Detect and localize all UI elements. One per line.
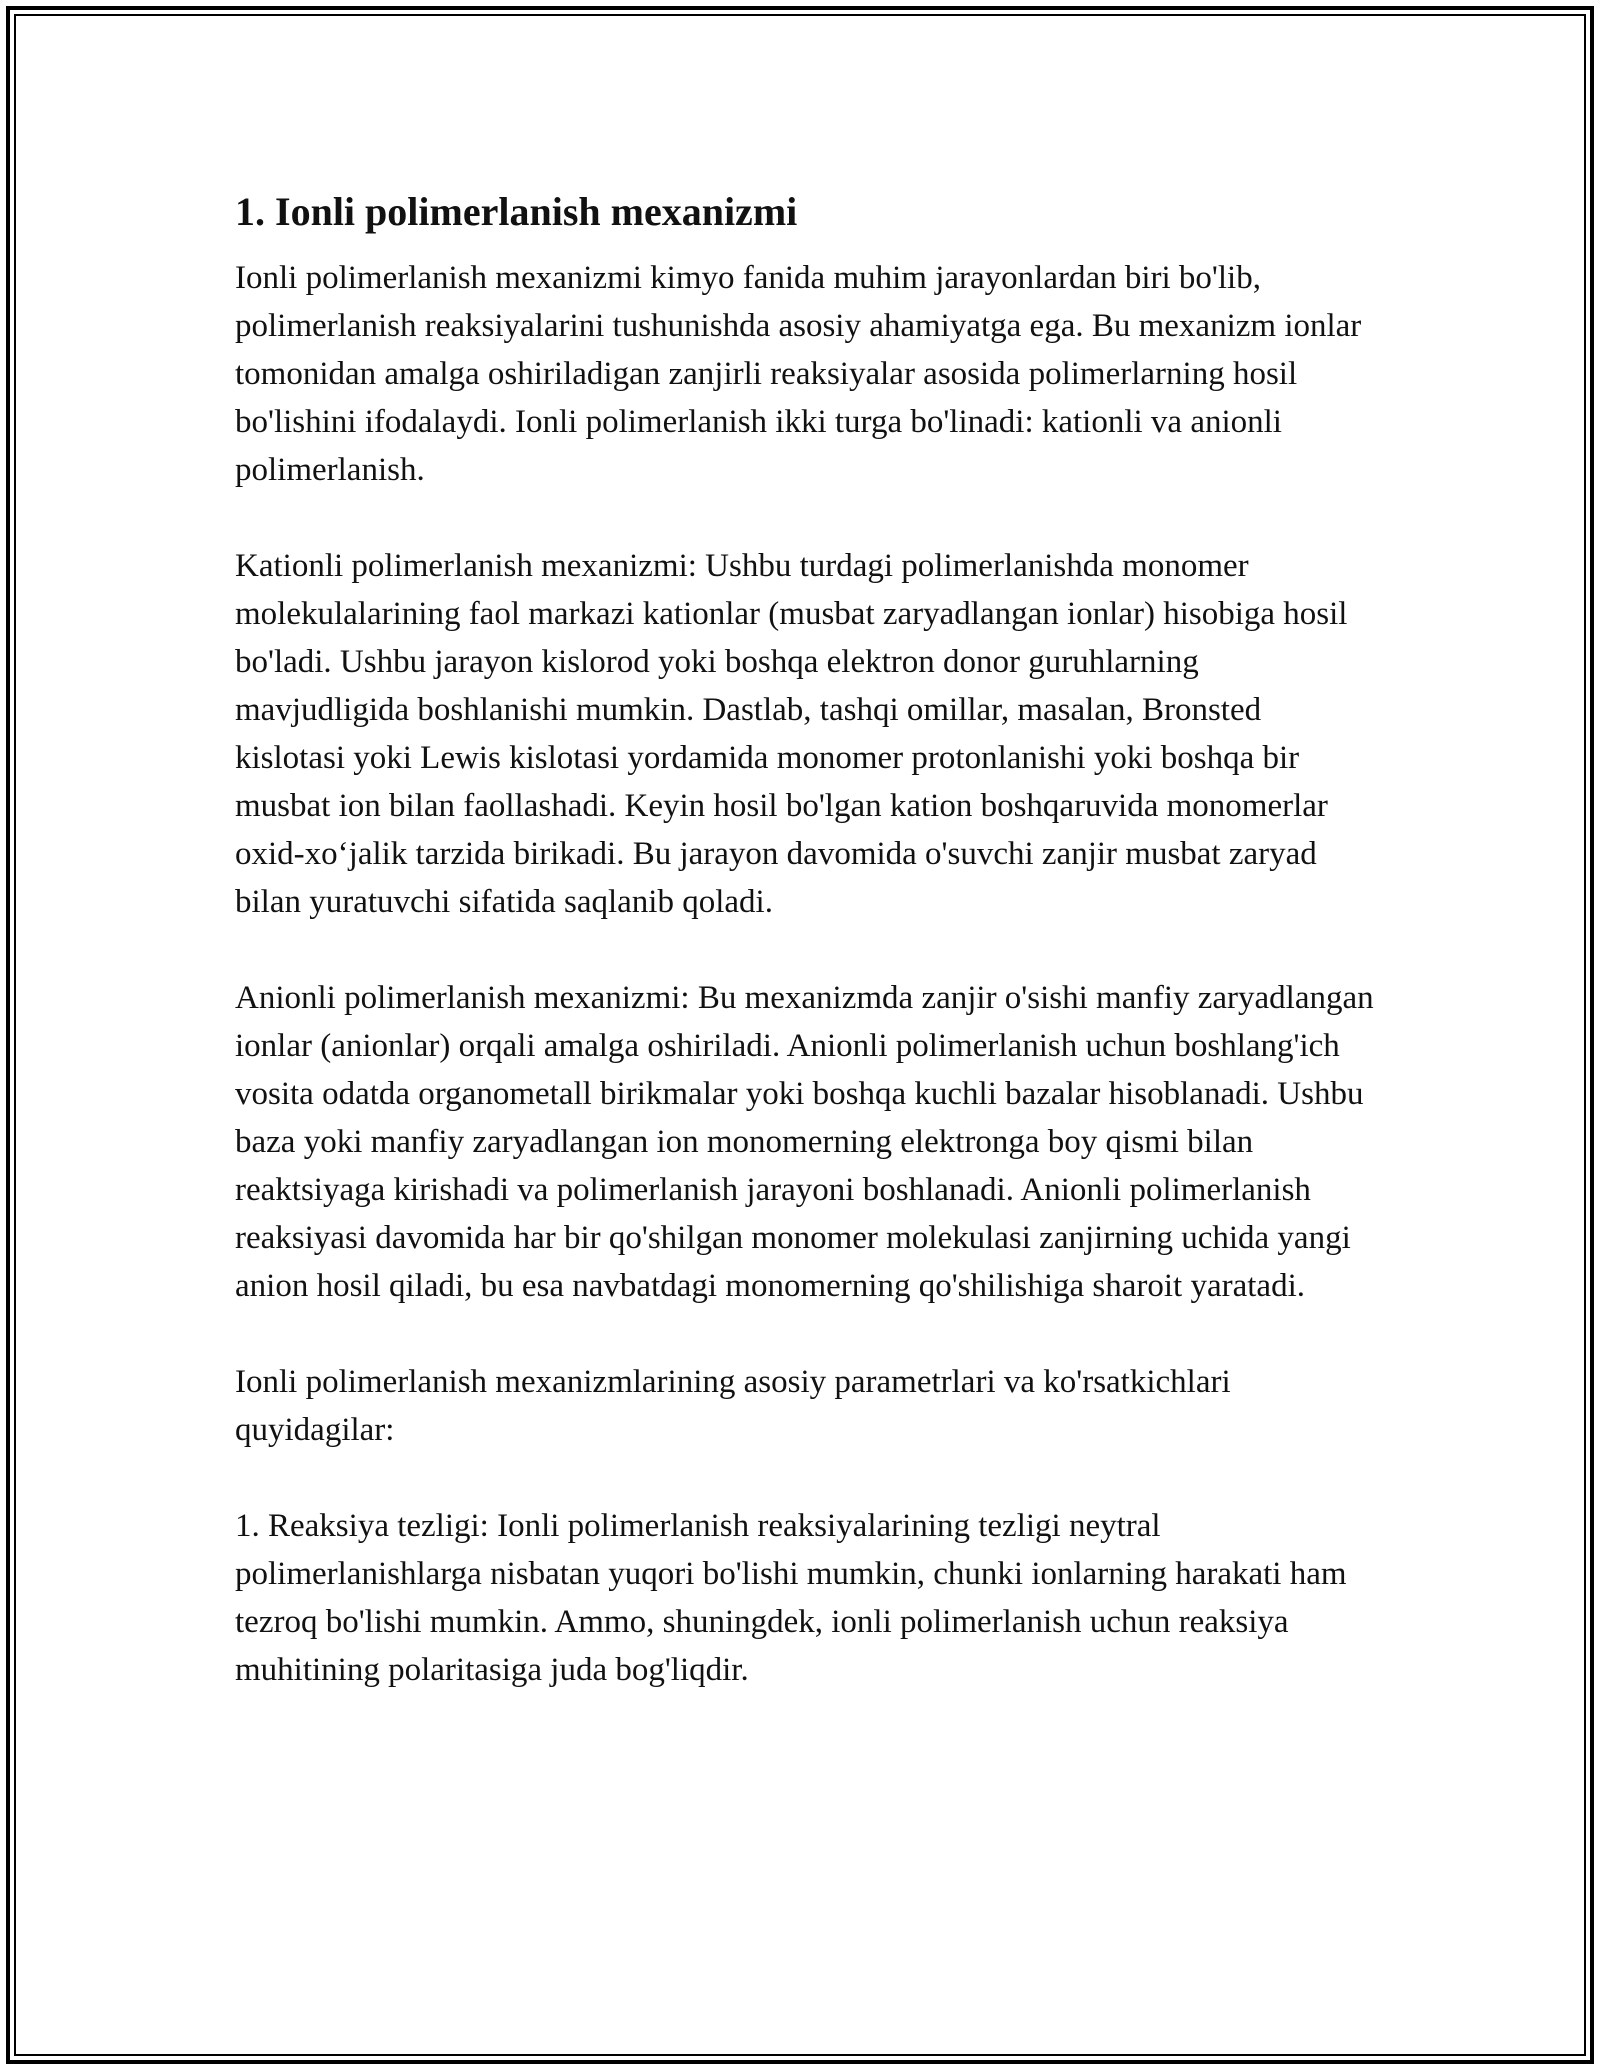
paragraph-anionic: Anionli polimerlanish mexanizmi: Bu mexanizmda zanjir o'sishi manfiy zaryadlangan ionlar (anionlar) orqali amalga oshiriladi. Anionli polimerlanish uchun boshlang'ich vosita odatda organometall birikmalar yoki boshqa kuchli bazalar hisoblanadi. Ushbu baza yoki manfiy zaryadlangan ion monomerning elektronga boy qismi bilan reaktsiyaga kirishadi va polimerlanish jarayoni boshlanadi. Anionli polimerlanish reaksiyasi davomida har bir qo'shilgan monomer molekulasi zanjirning uchida yangi anion hosil qiladi, bu esa navbatdagi monomerning qo'shilishiga sharoit yaratadi. (235, 980, 1374, 1304)
paragraph-parameters-intro: Ionli polimerlanish mexanizmlarining asosiy parametrlari va ko'rsatkichlari quyidagilar: (235, 1364, 1231, 1448)
paragraph-reaction-rate: 1. Reaksiya tezligi: Ionli polimerlanish reaksiyalarining tezligi neytral polimerlanishlarga nisbatan yuqori bo'lishi mumkin, chunki ionlarning harakati ham tezroq bo'lishi mumkin. Ammo, shuningdek, ionli polimerlanish uchun reaksiya muhitining polaritasiga juda bog'liqdir. (235, 1508, 1347, 1688)
document-body (235, 186, 1375, 1742)
paragraph-intro: Ionli polimerlanish mexanizmi kimyo fanida muhim jarayonlardan biri bo'lib, polimerlanish reaksiyalarini tushunishda asosiy ahamiyatga ega. Bu mexanizm ionlar tomonidan amalga oshiriladigan zanjirli reaksiyalar asosida polimerlarning hosil bo'lishini ifodalaydi. Ionli polimerlanish ikki turga bo'linadi: kationli va anionli polimerlanish. (235, 260, 1362, 488)
paragraph-cationic: Kationli polimerlanish mexanizmi: Ushbu turdagi polimerlanishda monomer molekulalarining faol markazi kationlar (musbat zaryadlangan ionlar) hisobiga hosil bo'ladi. Ushbu jarayon kislorod yoki boshqa elektron donor guruhlarning mavjudligida boshlanishi mumkin. Dastlab, tashqi omillar, masalan, Bronsted kislotasi yoki Lewis kislotasi yordamida monomer protonlanishi yoki boshqa bir musbat ion bilan faollashadi. Keyin hosil bo'lgan kation boshqaruvida monomerlar oxid-xo‘jalik tarzida birikadi. Bu jarayon davomida o'suvchi zanjir musbat zaryad bilan yuratuvchi sifatida saqlanib qoladi. (235, 548, 1348, 920)
section-heading: 1. Ionli polimerlanish mexanizmi (235, 189, 798, 234)
